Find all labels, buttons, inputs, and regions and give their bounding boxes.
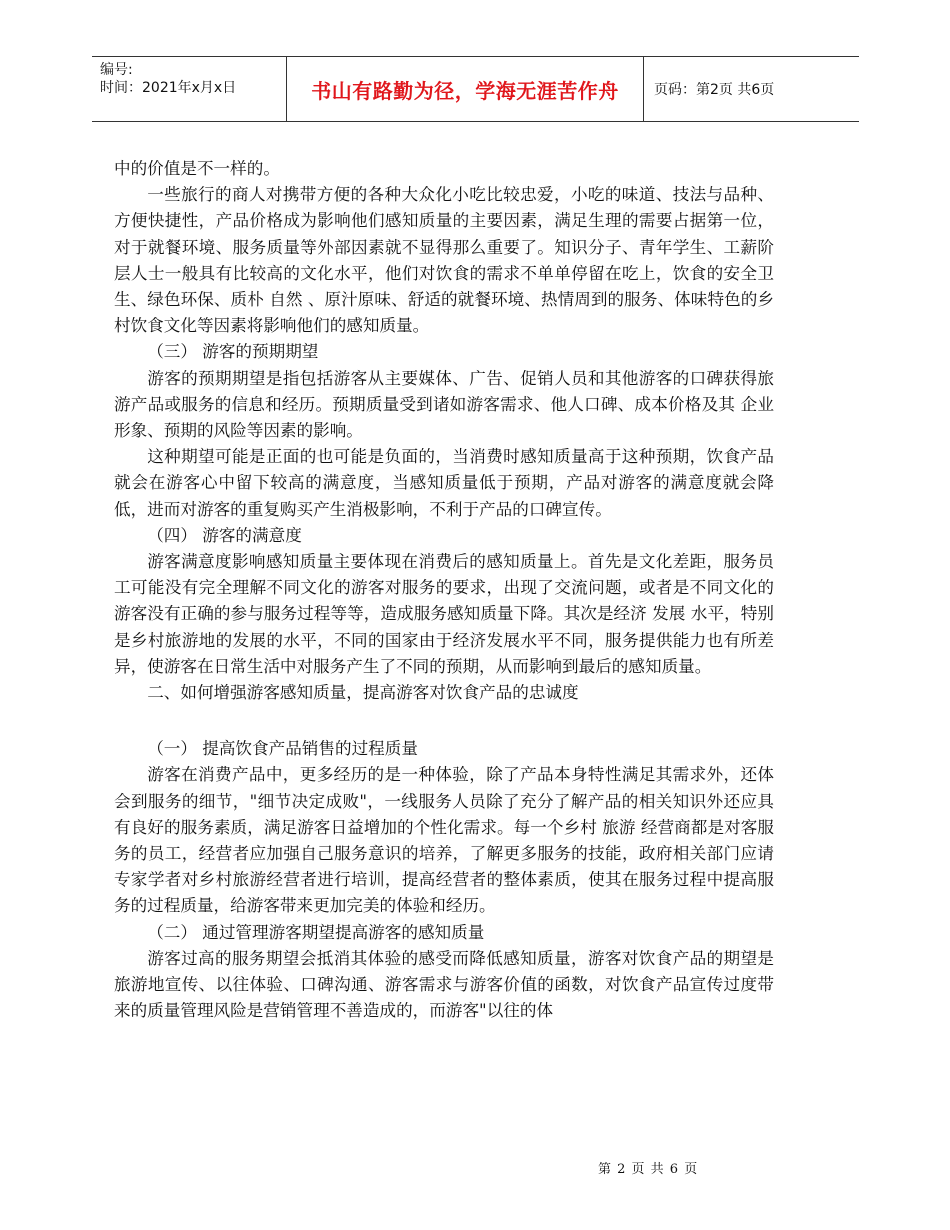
paragraph: 一些旅行的商人对携带方便的各种大众化小吃比较忠爱，小吃的味道、技法与品种、方便快捷性，产品价格成为影响他们感知质量的主要因素，满足生理的需要占据第一位，对于就餐环境、服务质量等外部因素就不显得那么重要了。知识分子、青年学生、工薪阶层人士一般具有比较高的文化水平，他们对饮食的需求不单单停留在吃上，饮食的安全卫生、绿色环保、质朴 自然 、原汁原味、舒适的就餐环境、热情周到的服务、体味特色的乡村饮食文化等因素将影响他们的感知质量。 xyxy=(114,185,774,336)
section-heading: （四） 游客的满意度 xyxy=(147,525,302,545)
paragraph: 游客满意度影响感知质量主要体现在消费后的感知质量上。首先是文化差距，服务员工可能没有完全理解不同文化的游客对服务的要求，出现了交流问题，或者是不同文化的游客没有正确的参与服务过程等等，造成服务感知质量下降。其次是经济 发展 水平，特别是乡村旅游地的发展的水平，不同的国家由于经济发展水平不同，服务提供能力也有所差异，使游客在日常生活中对服务产生了不同的预期，从而影响到最后的感知质量。 xyxy=(114,552,774,676)
paragraph: 游客的预期期望是指包括游客从主要媒体、广告、促销人员和其他游客的口碑获得旅游产品或服务的信息和经历。预期质量受到诸如游客需求、他人口碑、成本价格及其 企业 形象、预期的风险等因素的影响。 xyxy=(114,368,774,441)
spacer xyxy=(114,706,774,736)
paragraph: 游客过高的服务期望会抵消其体验的感受而降低感知质量，游客对饮食产品的期望是旅游地宣传、以往体验、口碑沟通、游客需求与游客价值的函数，对饮食产品宣传过度带来的质量管理风险是营销管理不善造成的，而游客"以往的体 xyxy=(114,948,774,1021)
number-label: 编号: xyxy=(100,62,133,78)
page-footer: 第 2 页 共 6 页 xyxy=(598,1162,699,1177)
time-label: 时间：2021年x月x日 xyxy=(100,80,237,96)
header-meta xyxy=(100,57,290,121)
section-heading: （一） 提高饮食产品销售的过程质量 xyxy=(147,739,418,759)
document-body xyxy=(114,156,774,1025)
chapter-heading: 二、如何增强游客感知质量，提高游客对饮食产品的忠诚度 xyxy=(147,683,579,703)
section-heading: （三） 游客的预期期望 xyxy=(147,342,319,362)
paragraph: 中的价值是不一样的。 xyxy=(114,159,280,178)
header-page-info: 页码：第2页 共6页 xyxy=(654,82,775,98)
paragraph: 游客在消费产品中，更多经历的是一种体验，除了产品本身特性满足其需求外，还体会到服务的细节，"细节决定成败"，一线服务人员除了充分了解产品的相关知识外还应具有良好的服务素质，满足游客日益增加的个性化需求。每一个乡村 旅游 经营商都是对客服务的员工，经营者应加强自己服务意识的培养，了解更多服务的技能，政府相关部门应请专家学者对乡村旅游经营者进行培训，提高经营者的整体素质，使其在服务过程中提高服务的过程质量，给游客带来更加完美的体验和经历。 xyxy=(114,765,774,916)
section-heading: （二） 通过管理游客期望提高游客的感知质量 xyxy=(147,922,485,942)
paragraph: 这种期望可能是正面的也可能是负面的，当消费时感知质量高于这种预期，饮食产品就会在游客心中留下较高的满意度，当感知质量低于预期，产品对游客的满意度就会降低，进而对游客的重复购买产生消极影响，不利于产品的口碑宣传。 xyxy=(114,447,774,519)
page-header xyxy=(92,56,859,122)
header-motto: 书山有路勤为径，学海无涯苦作舟 xyxy=(286,57,644,121)
